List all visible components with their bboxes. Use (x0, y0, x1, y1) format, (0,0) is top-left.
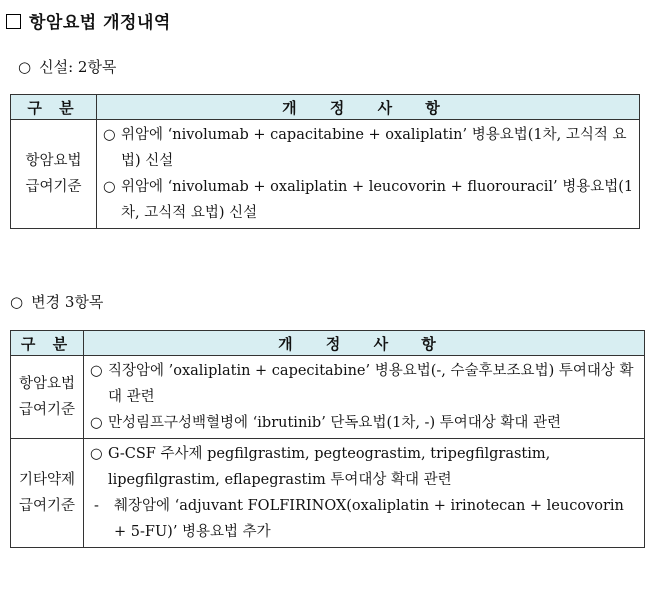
content-cell (97, 120, 640, 229)
section-changed-label: 변경 3항목 (31, 293, 104, 311)
list-item (90, 493, 640, 545)
header-category: 구 분 (11, 331, 84, 356)
category-line: 기타약제 (18, 472, 76, 488)
section-new-label: 신설: 2항목 (39, 58, 117, 76)
item-text: G-CSF 주사제 pegfilgrastim, pegteograstim, tripegfilgrastim, lipegfilgrastim, eflapegrastim 투여대상 확대 관련 (108, 446, 551, 488)
table-row (11, 120, 640, 229)
list-item (103, 174, 635, 226)
table-header-row (11, 95, 640, 120)
category-line: 항암요법 (18, 376, 76, 392)
item-text: 위암에 ‘nivolumab + oxaliplatin + leucovorin + fluorouracil’ 병용요법(1차, 고식적 요법) 신설 (121, 179, 634, 221)
checkbox-square-icon (6, 14, 21, 29)
item-bullet: ○ (90, 415, 103, 431)
list-item (90, 410, 640, 436)
item-text: 직장암에 ’oxaliplatin + capecitabine’ 병용요법(-, 수술후보조요법) 투여대상 확대 관련 (108, 363, 634, 405)
content-cell (84, 356, 645, 439)
section-new (18, 56, 116, 77)
table-row (11, 439, 645, 548)
table-row (11, 356, 645, 439)
category-line: 항암요법 (25, 153, 82, 169)
table-header-row (11, 331, 645, 356)
content-cell (84, 439, 645, 548)
document-title-text: 항암요법 개정내역 (29, 13, 171, 33)
header-content: 개 정 사 항 (97, 95, 640, 120)
item-text: 위암에 ‘nivolumab + capacitabine + oxaliplatin’ 병용요법(1차, 고식적 요법) 신설 (121, 127, 627, 169)
item-text: 만성림프구성백혈병에 ‘ibrutinib’ 단독요법(1차, -) 투여대상 확대 관련 (108, 415, 561, 431)
category-cell (11, 356, 84, 439)
section-new-bullet: ○ (18, 58, 32, 76)
section-changed (10, 291, 103, 312)
item-dash: - (94, 498, 99, 514)
list-item (90, 358, 640, 410)
header-content: 개 정 사 항 (84, 331, 645, 356)
header-category: 구 분 (11, 95, 97, 120)
new-items-table (10, 94, 640, 229)
category-line: 급여기준 (18, 498, 76, 514)
document-title (6, 8, 171, 33)
section-changed-bullet: ○ (10, 293, 24, 311)
list-item (103, 122, 635, 174)
category-cell (11, 439, 84, 548)
item-bullet: ○ (103, 127, 116, 143)
item-bullet: ○ (103, 179, 116, 195)
item-bullet: ○ (90, 446, 103, 462)
item-text: 췌장암에 ‘adjuvant FOLFIRINOX(oxaliplatin + irinotecan + leucovorin + 5-FU)’ 병용요법 추가 (114, 498, 624, 540)
item-bullet: ○ (90, 363, 103, 379)
category-line: 급여기준 (25, 179, 82, 195)
category-cell (11, 120, 97, 229)
changed-items-table (10, 330, 645, 548)
list-item (90, 441, 640, 493)
category-line: 급여기준 (18, 402, 76, 418)
